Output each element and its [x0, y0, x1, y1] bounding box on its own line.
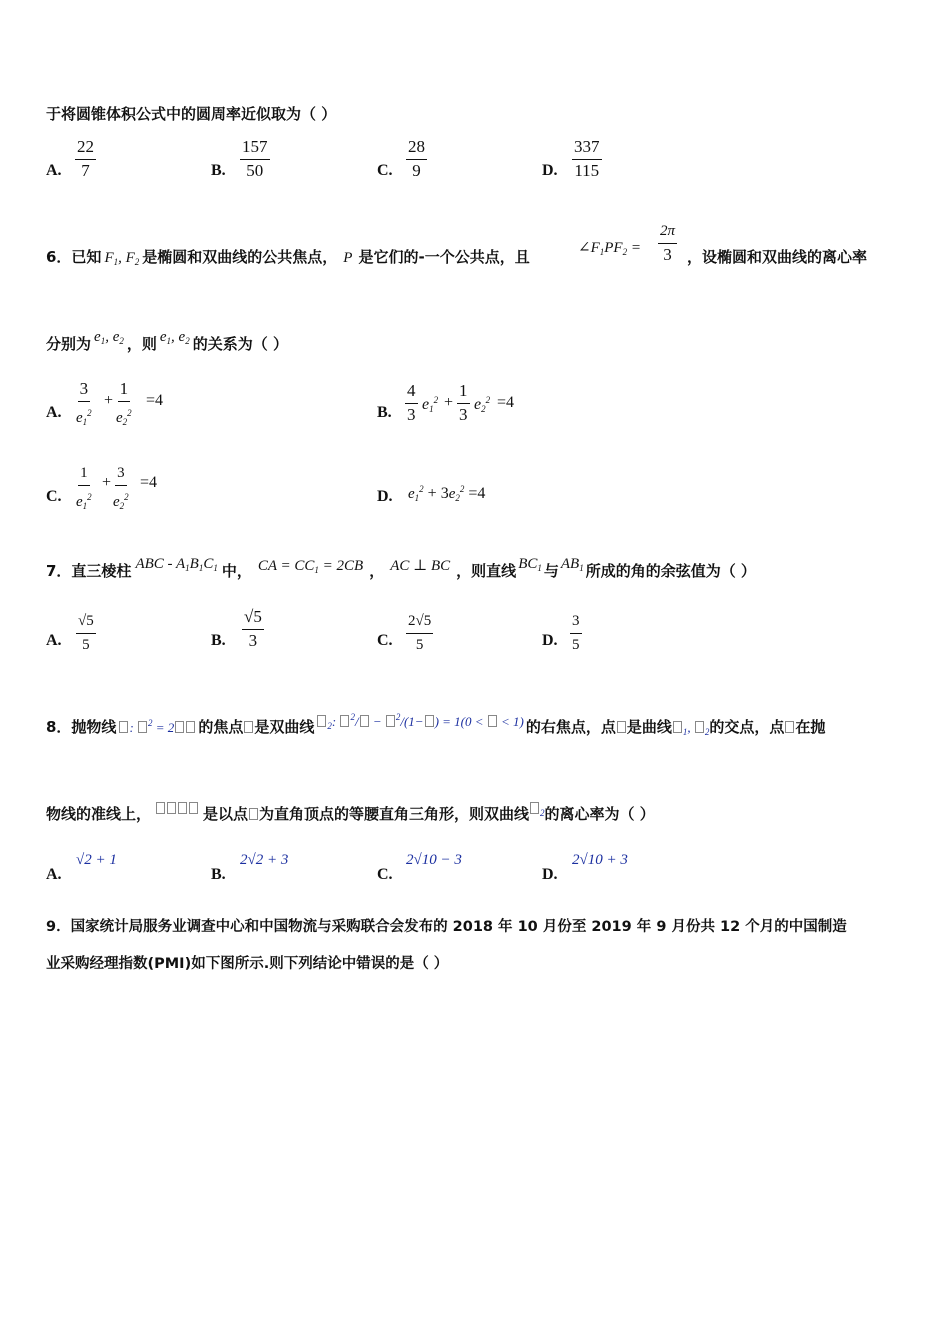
- option-var: $e_1^2$: [422, 395, 439, 414]
- option-label: C.: [377, 632, 393, 649]
- option-equals: =4: [497, 394, 515, 411]
- q9-stem-line2: 业采购经理指数(PMI)如下图所示.则下列结论中错误的是（ ）: [46, 956, 449, 972]
- option-term: $\frac{1}{3}$: [459, 381, 468, 424]
- option-plus: +: [444, 394, 454, 411]
- option-term: $\frac{4}{3}$: [407, 381, 416, 424]
- option-expression: √2 + 1: [76, 852, 117, 868]
- option-expression: 2√2 + 3: [240, 852, 289, 868]
- option-plus: +: [104, 392, 114, 409]
- option-label: B.: [211, 162, 226, 179]
- q9-stem-line1: 9．国家统计局服务业调查中心和中国物流与采购联合会发布的 2018 年 10 月份至 2019 年 9 月份共 12 个月的中国制造: [46, 919, 847, 935]
- q6-stem-line2: 分别为 $e_1$, $e_2$ ，则 $e_1$, $e_2$ 的关系为（ ）: [46, 329, 288, 353]
- option-fraction: $\frac{3}{5}$: [570, 610, 582, 656]
- option-var: $e_2^2$: [474, 395, 491, 414]
- option-equals: =4: [146, 392, 164, 409]
- option-term: $\frac{3}{e_2^2}$: [113, 462, 129, 517]
- option-fraction: $\frac{28}{9}$: [408, 137, 425, 180]
- q6-stem-line1-tail: ，设椭圆和双曲线的离心率: [687, 248, 868, 266]
- option-term: $\frac{3}{e_1^2}$: [76, 379, 92, 427]
- q8-stem-line2: 物线的准线上， 是以点 为直角顶点的等腰直角三角形，则双曲线 $_2$的离心率为（ ）: [46, 803, 655, 824]
- option-fraction: $\frac{337}{115}$: [574, 137, 600, 180]
- option-fraction: $\frac{√5}{5}$: [76, 610, 96, 656]
- option-fraction: $\frac{157}{50}$: [242, 137, 268, 180]
- q5-stem-tail: 于将圆锥体积公式中的圆周率近似取为（ ）: [46, 105, 337, 123]
- option-expression: 2√10 + 3: [572, 852, 628, 868]
- option-label: D.: [377, 488, 393, 505]
- option-label: A.: [46, 632, 62, 649]
- q6-angle-condition: $\angle F_1PF_2$ =: [578, 240, 641, 257]
- option-label: C.: [46, 488, 62, 505]
- option-label: C.: [377, 866, 393, 883]
- option-label: B.: [377, 404, 392, 421]
- option-label: A.: [46, 404, 62, 421]
- option-label: A.: [46, 162, 62, 179]
- option-expression: 2√10 − 3: [406, 852, 462, 868]
- option-plus: +: [102, 474, 112, 491]
- option-fraction: $\frac{22}{7}$: [77, 137, 94, 180]
- option-equals: =4: [140, 474, 158, 491]
- option-label: D.: [542, 866, 558, 883]
- option-fraction: $\frac{2√5}{5}$: [406, 610, 433, 656]
- option-label: D.: [542, 162, 558, 179]
- q7-stem: 7．直三棱柱 ABC - $A_1B_1C_1$ 中， CA = $CC_1 = 2CB$ ， AC ⊥ BC ，则直线 $BC_1$ 与 $AB_1$ 所成的角的余弦值为（ ）: [46, 556, 756, 580]
- option-fraction: $\frac{√5}{3}$: [244, 607, 262, 650]
- option-label: C.: [377, 162, 393, 179]
- q6-stem-line1: 6．已知 $F_1$, $F_2$ 是椭圆和双曲线的公共焦点， P 是它们的-一个公共点，且: [46, 248, 530, 267]
- q8-stem-line1: 8．抛物线 : $^2$ = 2 的焦点 是双曲线 $_2$: $^2$/ − $^2$/(1− ) = 1(0 < < 1) 的右焦点，点 是曲线 $_1$, $_2$的交点，点 在抛: [46, 712, 826, 737]
- option-expression: $e_1^2 + 3e_2^2 =4$: [408, 484, 486, 503]
- option-term: $\frac{1}{e_1^2}$: [76, 462, 92, 517]
- option-label: B.: [211, 632, 226, 649]
- option-label: A.: [46, 866, 62, 883]
- option-term: $\frac{1}{e_2^2}$: [116, 379, 132, 427]
- option-label: B.: [211, 866, 226, 883]
- q6-angle-fraction: $\frac{2\pi}{3}$: [658, 220, 677, 266]
- option-label: D.: [542, 632, 558, 649]
